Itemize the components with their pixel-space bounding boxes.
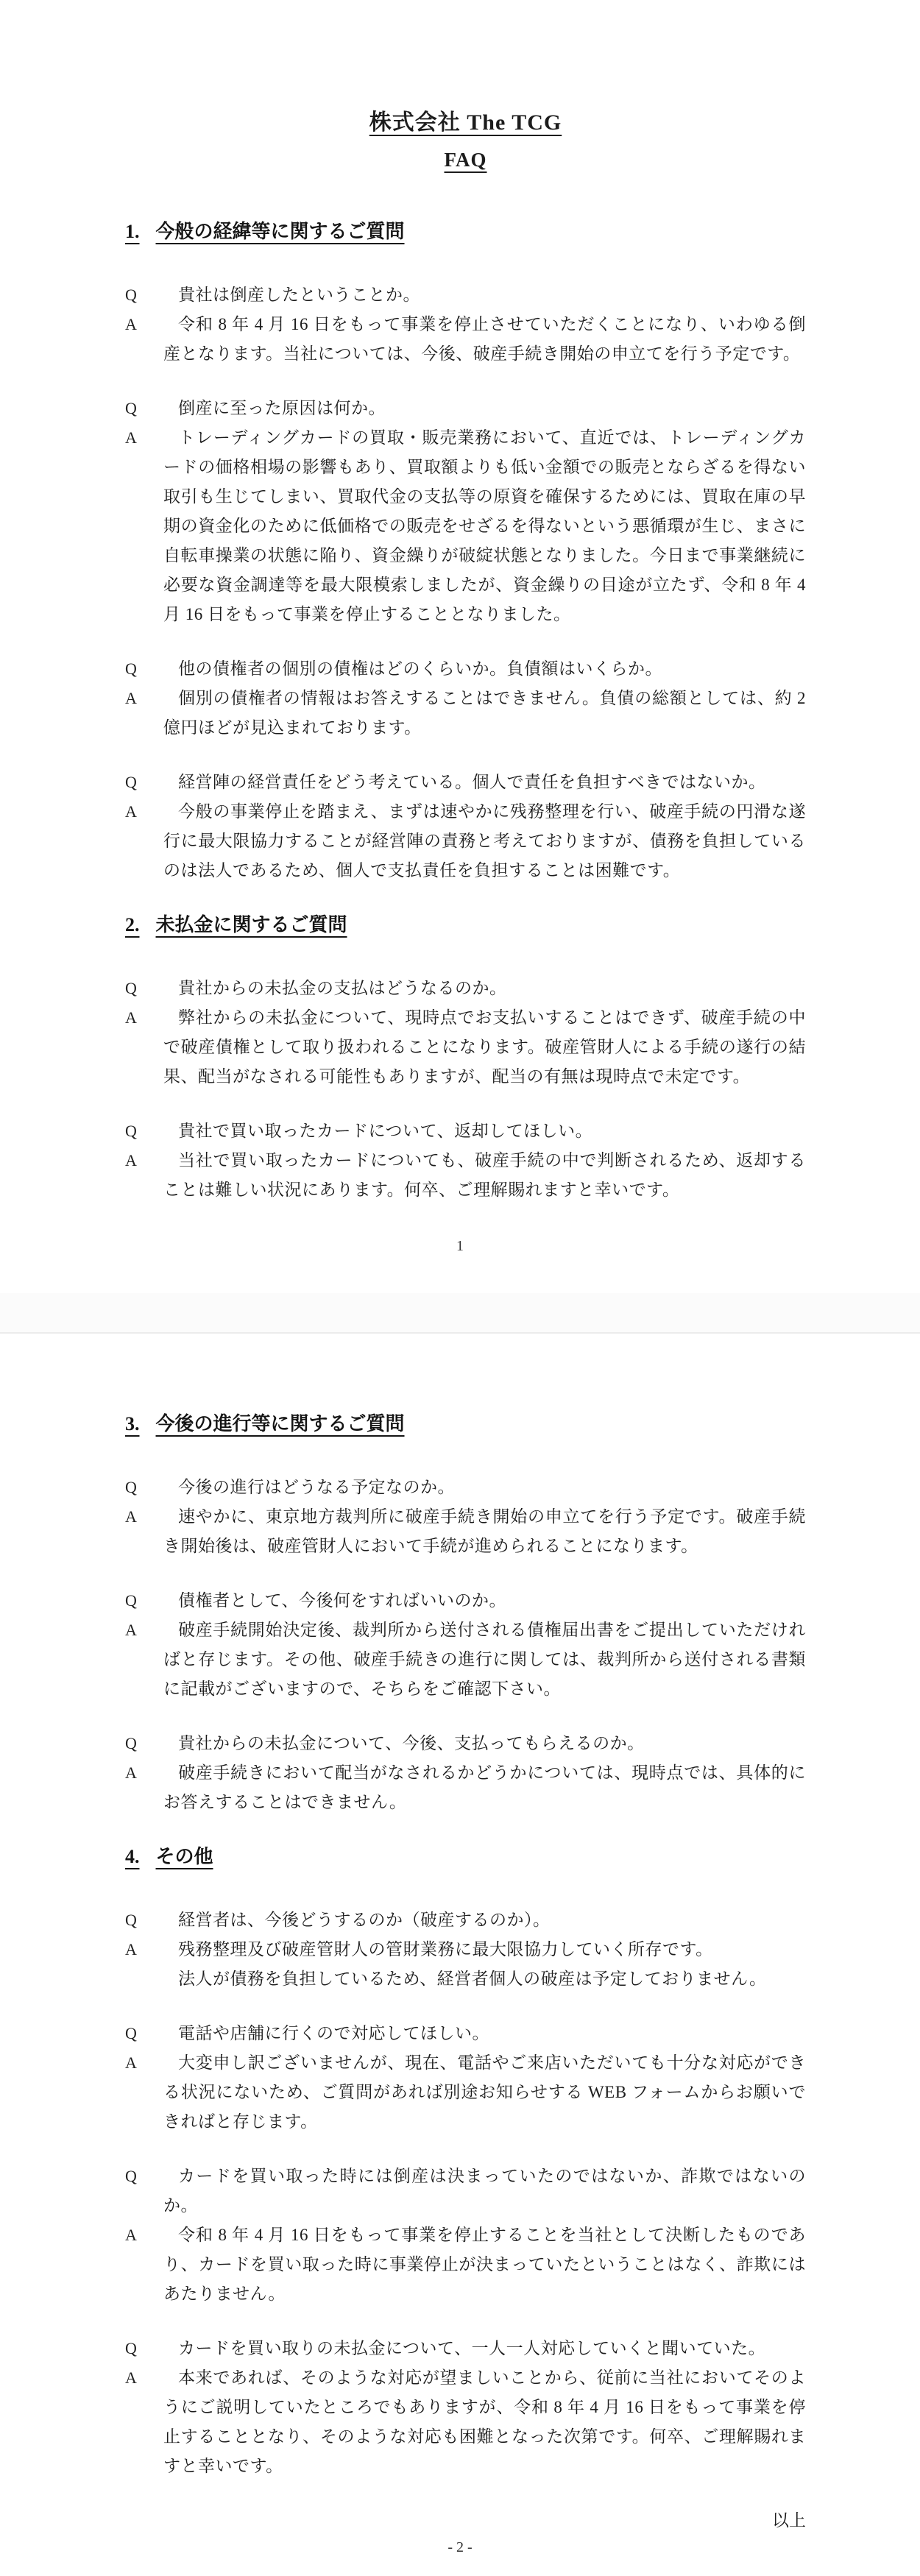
answer-text bbox=[163, 797, 806, 885]
page-number: 1 bbox=[456, 1238, 464, 1254]
section-number: 2. bbox=[125, 914, 140, 935]
question bbox=[125, 2019, 806, 2048]
sections-container bbox=[125, 1409, 806, 2481]
question-line: 経営陣の経営責任をどう考えている。個人で責任を負担すべきではないか。 bbox=[178, 773, 766, 791]
question-text bbox=[163, 654, 806, 684]
question-line: 貴社からの未払金について、今後、支払ってもらえるのか。 bbox=[178, 1734, 645, 1752]
answer bbox=[125, 797, 806, 885]
answer-line: 速やかに、東京地方裁判所に破産手続き開始の申立てを行う予定です。破産手続き開始後は、破産管財人において手続が進められることになります。 bbox=[163, 1507, 806, 1555]
qa-block bbox=[125, 1906, 806, 1994]
answer-text bbox=[163, 1003, 806, 1091]
question-marker: Q bbox=[125, 1911, 137, 1929]
question-marker: Q bbox=[125, 1734, 137, 1752]
section-title: 今般の経緯等に関するご質問 bbox=[155, 221, 405, 242]
answer bbox=[125, 1616, 806, 1704]
qa-block bbox=[125, 280, 806, 369]
answer bbox=[125, 310, 806, 369]
question-text bbox=[163, 1906, 806, 1935]
answer-line: 破産手続きにおいて配当がなされるかどうかについては、現時点では、具体的にお答えすることはできません。 bbox=[163, 1763, 806, 1811]
answer-marker: A bbox=[125, 1507, 137, 1526]
answer-text bbox=[163, 310, 806, 369]
answer-marker: A bbox=[125, 2368, 137, 2387]
question bbox=[125, 280, 806, 310]
answer-text bbox=[163, 1935, 806, 1994]
answer-marker: A bbox=[125, 1940, 137, 1958]
qa-block bbox=[125, 1117, 806, 1205]
question-line: 貴社は倒産したということか。 bbox=[178, 286, 420, 304]
answer-line: 法人が債務を負担しているため、経営者個人の破産は予定しておりません。 bbox=[178, 1970, 767, 1988]
question bbox=[125, 1906, 806, 1935]
page-separator bbox=[0, 1293, 920, 1334]
question-text bbox=[163, 280, 806, 310]
question bbox=[125, 1586, 806, 1616]
question-text bbox=[163, 1586, 806, 1616]
answer-line: 個別の債権者の情報はお答えすることはできません。負債の総額としては、約 2 億円ほどが見込まれております。 bbox=[163, 689, 806, 737]
qa-block bbox=[125, 974, 806, 1091]
answer-marker: A bbox=[125, 428, 137, 447]
question-line: 今後の進行はどうなる予定なのか。 bbox=[178, 1478, 455, 1496]
answer bbox=[125, 1935, 806, 1994]
question bbox=[125, 974, 806, 1003]
answer-marker: A bbox=[125, 802, 137, 821]
question-marker: Q bbox=[125, 2167, 137, 2185]
answer-text bbox=[163, 1758, 806, 1817]
answer bbox=[125, 2363, 806, 2481]
answer-marker: A bbox=[125, 1151, 137, 1170]
answer bbox=[125, 1758, 806, 1817]
question-text bbox=[163, 974, 806, 1003]
answer-line: 当社で買い取ったカードについても、破産手続の中で判断されるため、返却することは難しい状況にあります。何卒、ご理解賜れますと幸いです。 bbox=[163, 1151, 806, 1199]
qa-block bbox=[125, 394, 806, 629]
answer-line: トレーディングカードの買取・販売業務において、直近では、トレーディングカードの価格相場の影響もあり、買取額よりも低い金額での販売とならざるを得ない取引も生じてしまい、買取代金の支払等の原資を確保するためには、買取在庫の早期の資金化のために低価格での販売をせざるを得ないという悪循環が生じ、まさに自転車操業の状態に陥り、資金繰りが破綻状態となりました。今日まで事業継続に必要な資金調達等を最大限模索しましたが、資金繰りの目途が立たず、令和 8 年 4 月 16 日をもって事業を停止することとなりました。 bbox=[163, 428, 807, 623]
question-text bbox=[163, 2334, 806, 2363]
answer-line: 令和 8 年 4 月 16 日をもって事業を停止することを当社として決断したものであり、カードを買い取った時に事業停止が決まっていたということはなく、詐欺にはあたりません。 bbox=[163, 2226, 807, 2303]
section-number: 3. bbox=[125, 1413, 140, 1434]
question-line: 電話や店舗に行くので対応してほしい。 bbox=[178, 2024, 489, 2042]
answer-text bbox=[163, 1146, 806, 1205]
answer-line: 破産手続開始決定後、裁判所から送付される債権届出書をご提出していただければと存じます。その他、破産手続きの進行に関しては、裁判所から送付される書類に記載がございますので、そちらをご確認下さい。 bbox=[163, 1621, 806, 1698]
answer bbox=[125, 684, 806, 743]
question-text bbox=[163, 768, 806, 797]
question-marker: Q bbox=[125, 286, 137, 304]
answer-text bbox=[163, 423, 806, 629]
qa-block bbox=[125, 654, 806, 743]
answer-marker: A bbox=[125, 2053, 137, 2072]
qa-block bbox=[125, 2019, 806, 2137]
qa-block bbox=[125, 2162, 806, 2309]
qa-block bbox=[125, 1729, 806, 1817]
answer-marker: A bbox=[125, 1621, 137, 1639]
question-marker: Q bbox=[125, 1122, 137, 1140]
answer-line: 今般の事業停止を踏まえ、まずは速やかに残務整理を行い、破産手続の円滑な遂行に最大限協力することが経営陣の責務と考えておりますが、債務を負担しているのは法人であるため、個人で支払責任を負担することは困難です。 bbox=[163, 802, 806, 880]
question-text bbox=[163, 1117, 806, 1146]
question bbox=[125, 1117, 806, 1146]
qa-block bbox=[125, 1586, 806, 1704]
answer-line: 大変申し訳ございませんが、現在、電話やご来店いただいても十分な対応ができる状況にないため、ご質問があれば別途お知らせする WEB フォームからお願いできればと存じます。 bbox=[163, 2053, 807, 2131]
question-text bbox=[163, 1473, 806, 1502]
question-line: 債権者として、今後何をすればいいのか。 bbox=[178, 1591, 507, 1610]
question-line: 貴社からの未払金の支払はどうなるのか。 bbox=[178, 979, 507, 997]
answer-line: 弊社からの未払金について、現時点でお支払いすることはできず、破産手続の中で破産債権として取り扱われることになります。破産管財人による手続の遂行の結果、配当がなされる可能性もありますが、配当の有無は現時点で未定です。 bbox=[163, 1008, 806, 1086]
question-marker: Q bbox=[125, 399, 137, 417]
section-heading bbox=[125, 217, 806, 247]
document-subtitle: FAQ bbox=[444, 149, 487, 171]
question-marker: Q bbox=[125, 2024, 137, 2042]
question-text bbox=[163, 394, 806, 423]
question-marker: Q bbox=[125, 773, 137, 791]
section-title: その他 bbox=[155, 1846, 213, 1867]
qa-block bbox=[125, 1473, 806, 1561]
question-line: 倒産に至った原因は何か。 bbox=[178, 399, 386, 417]
answer-text bbox=[163, 2221, 806, 2309]
section-title: 今後の進行等に関するご質問 bbox=[155, 1413, 405, 1434]
question bbox=[125, 394, 806, 423]
answer-marker: A bbox=[125, 315, 137, 333]
qa-block bbox=[125, 2334, 806, 2481]
question-text bbox=[163, 1729, 806, 1758]
closing-text: 以上 bbox=[772, 2511, 806, 2530]
question bbox=[125, 1473, 806, 1502]
answer-marker: A bbox=[125, 2226, 137, 2244]
answer bbox=[125, 1003, 806, 1091]
question bbox=[125, 768, 806, 797]
answer bbox=[125, 2048, 806, 2137]
question bbox=[125, 2334, 806, 2363]
question-marker: Q bbox=[125, 1478, 137, 1496]
question bbox=[125, 1729, 806, 1758]
question bbox=[125, 2162, 806, 2221]
section-number: 4. bbox=[125, 1846, 140, 1867]
page-number: - 2 - bbox=[447, 2539, 473, 2555]
section-heading bbox=[125, 1409, 806, 1439]
qa-block bbox=[125, 768, 806, 885]
question-line: 他の債権者の個別の債権はどのくらいか。負債額はいくらか。 bbox=[178, 659, 662, 678]
answer-line: 本来であれば、そのような対応が望ましいことから、従前に当社においてそのようにご説明していたところでもありますが、令和 8 年 4 月 16 日をもって事業を停止することとなり、そのような対応も困難となった次第です。何卒、ご理解賜れますと幸いです。 bbox=[163, 2368, 806, 2475]
section-heading bbox=[125, 910, 806, 940]
answer bbox=[125, 423, 806, 629]
document-page-2 bbox=[0, 1334, 920, 2576]
answer bbox=[125, 1502, 806, 1561]
question-line: 貴社で買い取ったカードについて、返却してほしい。 bbox=[178, 1122, 593, 1140]
question-marker: Q bbox=[125, 2339, 137, 2357]
answer bbox=[125, 1146, 806, 1205]
section-number: 1. bbox=[125, 221, 140, 242]
answer-marker: A bbox=[125, 1763, 137, 1782]
answer-marker: A bbox=[125, 1008, 137, 1027]
question-marker: Q bbox=[125, 979, 137, 997]
answer-line: 令和 8 年 4 月 16 日をもって事業を停止させていただくことになり、いわゆる倒産となります。当社については、今後、破産手続き開始の申立てを行う予定です。 bbox=[163, 315, 806, 363]
question-marker: Q bbox=[125, 1591, 137, 1610]
question-line: 経営者は、今後どうするのか（破産するのか）。 bbox=[178, 1911, 551, 1929]
answer-marker: A bbox=[125, 689, 137, 707]
answer-text bbox=[163, 2363, 806, 2481]
section-title: 未払金に関するご質問 bbox=[155, 914, 347, 935]
answer-line: 残務整理及び破産管財人の管財業務に最大限協力していく所存です。 bbox=[178, 1940, 713, 1958]
answer-text bbox=[163, 1502, 806, 1561]
question-text bbox=[163, 2162, 806, 2221]
document-title: 株式会社 The TCG bbox=[369, 110, 562, 135]
question bbox=[125, 654, 806, 684]
sections-container bbox=[125, 217, 806, 1205]
question-line: カードを買い取りの未払金について、一人一人対応していくと聞いていた。 bbox=[178, 2339, 766, 2357]
answer bbox=[125, 2221, 806, 2309]
question-text bbox=[163, 2019, 806, 2048]
section-heading bbox=[125, 1842, 806, 1872]
answer-text bbox=[163, 684, 806, 743]
question-line: カードを買い取った時には倒産は決まっていたのではないか、詐欺ではないのか。 bbox=[163, 2167, 806, 2215]
answer-text bbox=[163, 1616, 806, 1704]
question-marker: Q bbox=[125, 659, 137, 678]
answer-text bbox=[163, 2048, 806, 2137]
